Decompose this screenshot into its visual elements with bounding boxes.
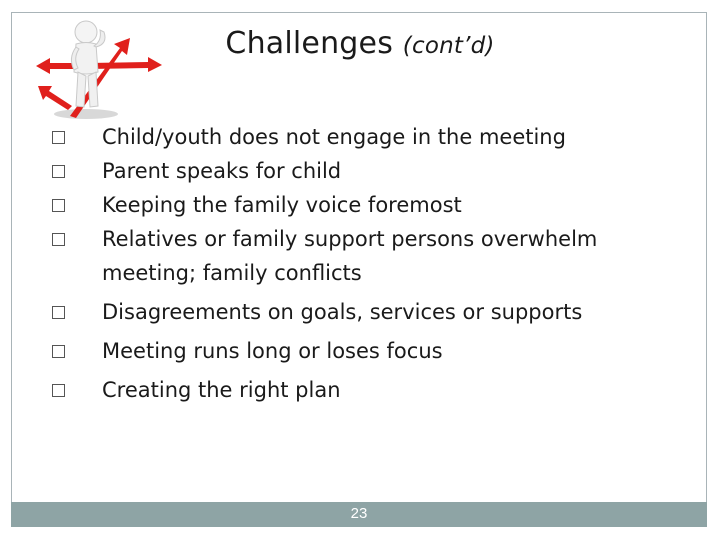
list-item <box>24 373 664 407</box>
checkbox-icon <box>52 165 65 178</box>
list-item <box>24 295 664 329</box>
bullet-text: Meeting runs long or loses focus <box>102 339 443 363</box>
figure-at-crossroads-arrows-icon <box>28 14 168 120</box>
bullet-text: Creating the right plan <box>102 378 341 402</box>
checkbox-icon <box>52 131 65 144</box>
checkbox-icon <box>52 306 65 319</box>
checkbox-icon <box>52 199 65 212</box>
bullet-text: Keeping the family voice foremost <box>102 193 462 217</box>
bullet-list <box>24 120 664 412</box>
checkbox-icon <box>52 345 65 358</box>
list-item <box>24 154 664 188</box>
checkbox-icon <box>52 233 65 246</box>
list-item <box>24 188 664 222</box>
bullet-text: Relatives or family support persons overwhelm meeting; family conflicts <box>102 227 598 285</box>
footer-bar <box>11 502 707 527</box>
red-arrows <box>36 38 162 118</box>
list-item <box>24 334 664 368</box>
bullet-text: Parent speaks for child <box>102 159 342 183</box>
bullet-text: Disagreements on goals, services or supports <box>102 300 583 324</box>
slide-title <box>190 26 530 61</box>
checkbox-icon <box>52 384 65 397</box>
list-item <box>24 120 664 154</box>
title-suffix: (cont’d) <box>402 33 495 59</box>
title-main: Challenges <box>225 26 394 61</box>
list-item <box>24 222 664 290</box>
page-number: 23 <box>350 505 368 522</box>
bullet-text: Child/youth does not engage in the meeting <box>102 125 566 149</box>
shadow-shape <box>54 109 118 119</box>
